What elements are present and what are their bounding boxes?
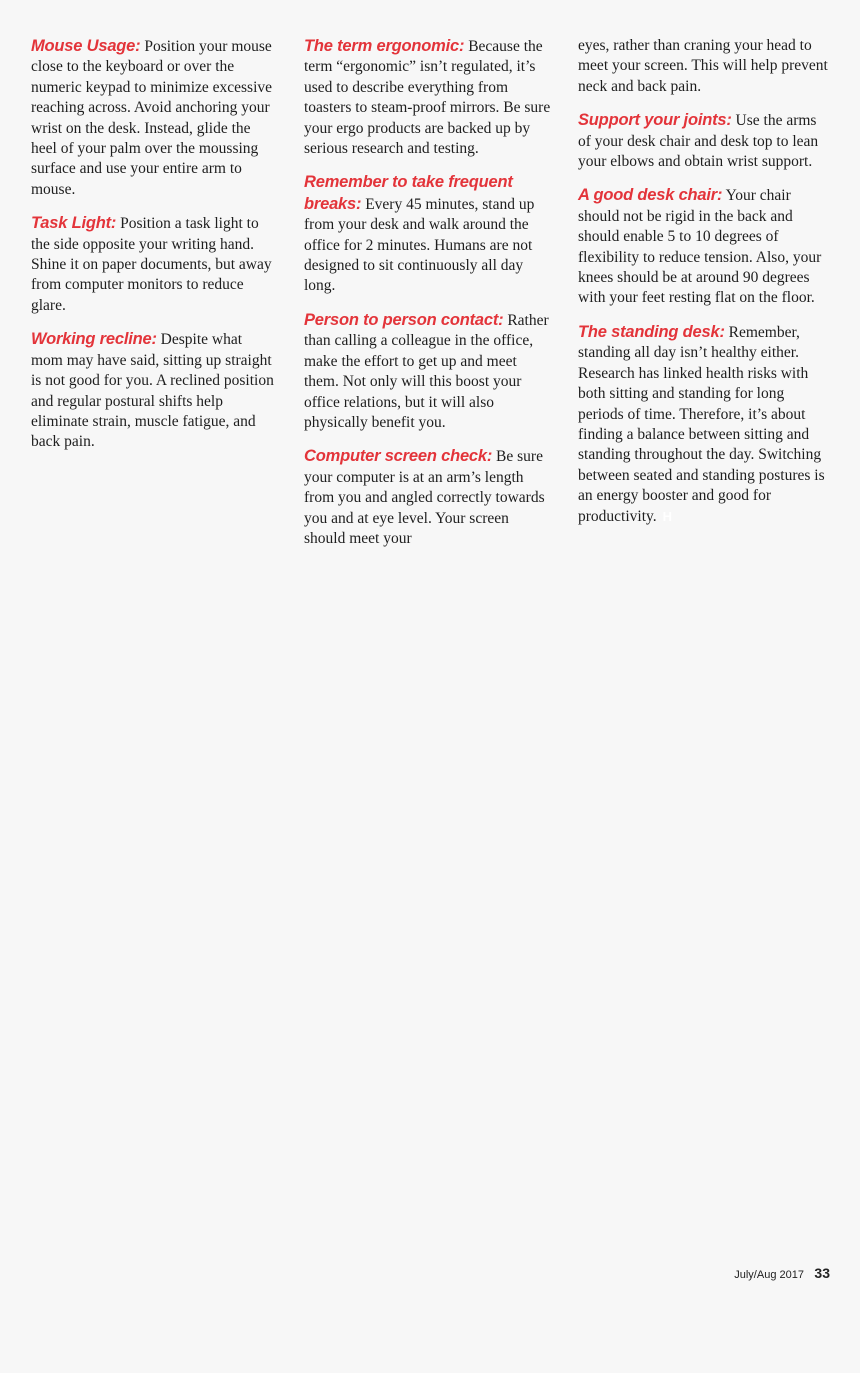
tip-desk-chair — [578, 185, 828, 308]
tip-heading: The term ergonomic: — [304, 37, 465, 55]
page-footer — [734, 1265, 830, 1283]
tip-heading: Computer screen check: — [304, 447, 493, 466]
tip-body: Your chair should not be rigid in the back and should enable 5 to 10 degrees of flexibility to reduce tension. Also, your knees should be at around 90 degrees with your feet resting flat on the floor. — [578, 187, 822, 307]
tip-body: Because the term “ergonomic” isn’t regulated, it’s used to describe everything from toasters to steam-proof mirrors. Be sure your ergo products are backed up by serious research and testing. — [304, 38, 551, 158]
tip-body: Despite what mom may have said, sitting up straight is not good for you. A reclined position and regular postural shifts help eliminate strain, muscle fatigue, and back pain. — [31, 331, 274, 451]
tip-screen-check — [304, 446, 554, 549]
tip-standing-desk — [578, 322, 828, 527]
tip-body: Every 45 minutes, stand up from your desk and walk around the office for 2 minutes. Humans are not designed to sit continuously all day long. — [304, 195, 535, 295]
tip-person-contact — [304, 310, 554, 433]
tip-body: Rather than calling a colleague in the office, make the effort to get up and meet them. Not only will this boost your office relations, but it will also physically benefit you. — [304, 311, 549, 431]
article-column-3 — [578, 36, 828, 540]
article-column-1 — [31, 36, 277, 466]
tip-body: Position your mouse close to the keyboard or over the numeric keypad to minimize excessive reaching across. Avoid anchoring your wrist on the desk. Instead, glide the heel of your palm over the moussing surface and use your entire arm to mouse. — [31, 38, 273, 198]
tip-heading: Working recline: — [31, 330, 157, 349]
tip-mouse-usage — [31, 36, 277, 200]
tip-body: eyes, rather than craning your head to meet your screen. This will help prevent neck and back pain. — [578, 37, 828, 95]
tip-heading: Mouse Usage: — [31, 37, 141, 55]
end-of-article-mark: H — [662, 508, 673, 524]
tip-support-joints — [578, 110, 828, 172]
tip-term-ergonomic — [304, 36, 554, 159]
tip-heading: Remember to take frequent breaks: — [304, 173, 513, 213]
tip-body: Position a task light to the side opposite your writing hand. Shine it on paper documents, but away from computer monitors to reduce glare. — [31, 215, 272, 314]
tip-body: Use the arms of your desk chair and desk top to lean your elbows and obtain wrist support. — [578, 112, 819, 171]
tip-heading: Person to person contact: — [304, 310, 504, 329]
page-number: 33 — [814, 1265, 830, 1281]
tip-heading: The standing desk: — [578, 322, 725, 341]
tip-body: Remember, standing all day isn’t healthy either. Research has linked health risks with both sitting and standing for long periods of time. Therefore, it’s about finding a balance between sitting and standing throughout the day. Switching between seated and standing postures is an energy booster and good for productivity. — [578, 323, 825, 525]
tip-heading: Task Light: — [31, 214, 117, 233]
article-column-2 — [304, 36, 554, 562]
tip-heading: Support your joints: — [578, 111, 732, 130]
issue-date: July/Aug 2017 — [734, 1269, 804, 1281]
tip-heading: A good desk chair: — [578, 186, 723, 205]
tip-body: Be sure your computer is at an arm’s length from you and angled correctly towards you and at eye level. Your screen should meet your — [304, 448, 545, 547]
tip-working-recline — [31, 329, 277, 452]
tip-screen-check-continued — [578, 36, 828, 97]
tip-task-light — [31, 213, 277, 316]
tip-frequent-breaks — [304, 172, 554, 296]
